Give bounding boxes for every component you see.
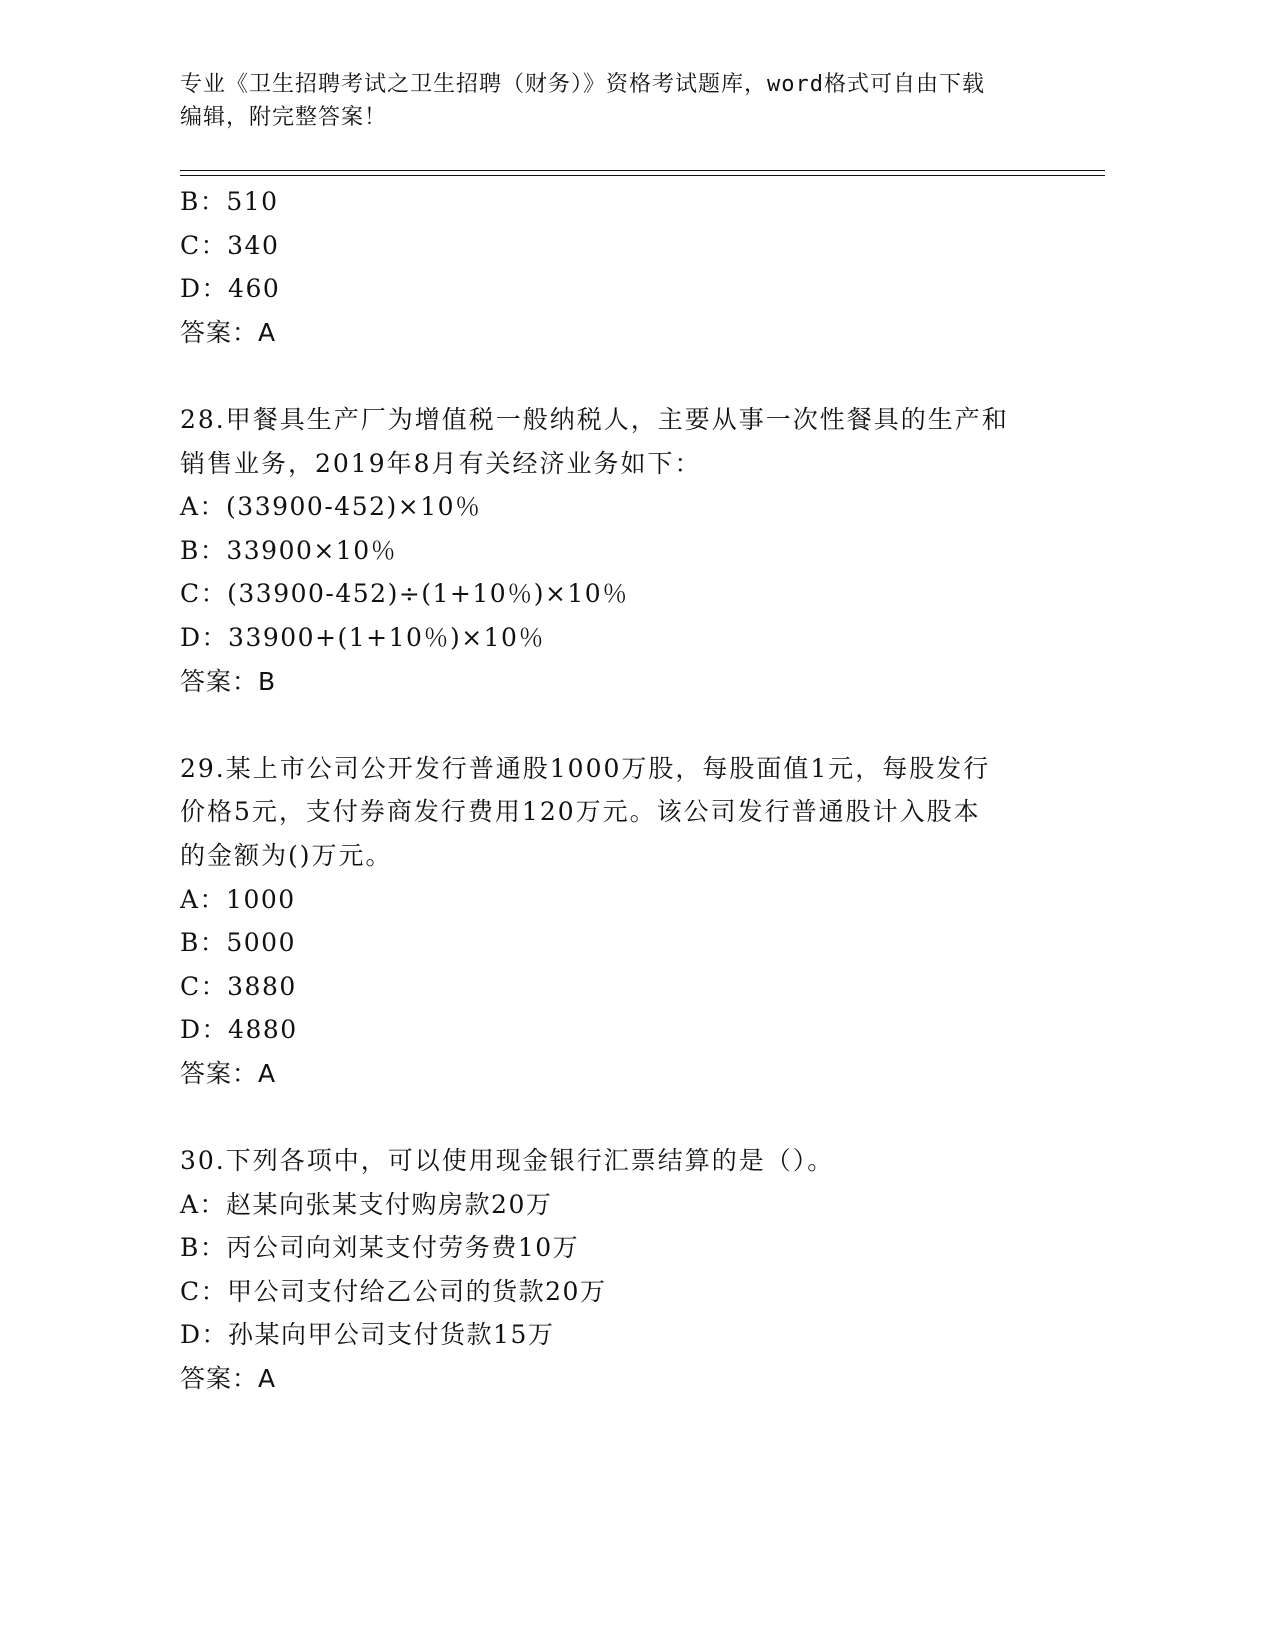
- question-text-line-1: 28.甲餐具生产厂为增值税一般纳税人，主要从事一次性餐具的生产和: [180, 404, 1009, 434]
- question-text-line-2: 价格5元，支付券商发行费用120万元。该公司发行普通股计入股本: [180, 797, 981, 827]
- option-d: D：460: [180, 274, 281, 304]
- option-c: C：(33900-452)÷(1+10％)×10％: [180, 579, 629, 609]
- header-line-2: 编辑，附完整答案！: [180, 105, 388, 130]
- question-text-line-1: 29.某上市公司公开发行普通股1000万股，每股面值1元，每股发行: [180, 753, 991, 783]
- option-d: D：4880: [180, 1015, 298, 1045]
- header-divider-bottom: [180, 175, 1105, 176]
- question-text-line-1: 30.下列各项中，可以使用现金银行汇票结算的是（）。: [180, 1146, 835, 1176]
- header-divider-top: [180, 170, 1105, 171]
- document-content: [180, 180, 1060, 1401]
- option-c: C：甲公司支付给乙公司的货款20万: [180, 1276, 607, 1306]
- answer-line: 答案：A: [180, 317, 277, 347]
- answer-line: 答案：B: [180, 666, 277, 696]
- question-28: [180, 398, 1060, 703]
- option-c: C：3880: [180, 971, 297, 1001]
- spacer: [180, 1095, 1060, 1139]
- option-d: D：33900+(1+10％)×10％: [180, 622, 545, 652]
- spacer: [180, 703, 1060, 747]
- option-a: A：赵某向张某支付购房款20万: [180, 1189, 553, 1219]
- question-29: [180, 747, 1060, 1096]
- question-27-tail: [180, 180, 1060, 354]
- option-b: B：5000: [180, 928, 296, 958]
- option-a: A：(33900-452)×10％: [180, 492, 482, 522]
- header-line-1: 专业《卫生招聘考试之卫生招聘（财务）》资格考试题库，word格式可自由下载: [180, 72, 985, 97]
- spacer: [180, 354, 1060, 398]
- option-b: B：510: [180, 187, 279, 216]
- option-b: B：33900×10％: [180, 535, 398, 565]
- question-text-line-2: 销售业务，2019年8月有关经济业务如下：: [180, 448, 702, 478]
- question-text-line-3: 的金额为()万元。: [180, 840, 393, 870]
- option-c: C：340: [180, 230, 280, 260]
- option-a: A：1000: [180, 884, 296, 914]
- option-b: B：丙公司向刘某支付劳务费10万: [180, 1233, 580, 1263]
- answer-line: 答案：A: [180, 1364, 277, 1394]
- document-header: [180, 68, 1060, 134]
- answer-line: 答案：A: [180, 1058, 277, 1088]
- option-d: D：孙某向甲公司支付货款15万: [180, 1320, 555, 1350]
- question-30: [180, 1139, 1060, 1401]
